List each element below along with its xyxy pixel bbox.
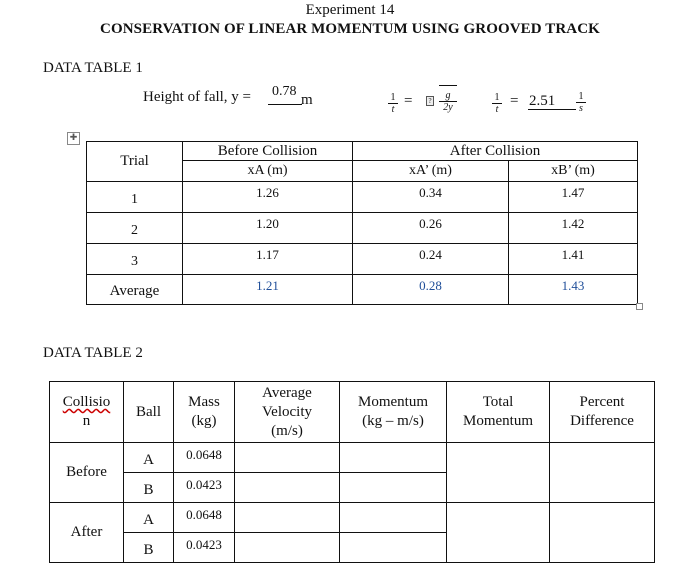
ball-cell[interactable]: B	[124, 533, 174, 563]
collision-before-label: Before	[50, 443, 124, 503]
height-of-fall-underline	[268, 104, 302, 105]
header-xa-text: xA (m)	[247, 163, 288, 178]
equals-sign-2: =	[510, 93, 519, 109]
avg-xb-prime-cell[interactable]: 1.43	[509, 275, 638, 305]
header-momentum-line-2: (kg – m/s)	[362, 413, 424, 429]
header-average-velocity	[235, 382, 340, 443]
xa-prime-cell[interactable]: 0.26	[353, 213, 509, 244]
table-row	[50, 503, 655, 533]
momentum-cell[interactable]	[340, 533, 447, 563]
trial-cell[interactable]: 1	[87, 182, 183, 213]
header-after-collision: After Collision	[353, 142, 638, 161]
avg-xa-prime-cell[interactable]: 0.28	[353, 275, 509, 305]
header-momentum	[340, 382, 447, 443]
collision-after-label: After	[50, 503, 124, 563]
height-of-fall-label: Height of fall, y =	[143, 89, 252, 105]
xa-cell[interactable]: 1.20	[183, 213, 353, 244]
data-table-2	[49, 381, 655, 563]
xa-prime-cell[interactable]: 0.24	[353, 244, 509, 275]
header-ball: Ball	[124, 382, 174, 443]
velocity-cell[interactable]	[235, 503, 340, 533]
total-momentum-cell[interactable]	[447, 443, 550, 503]
header-before-collision: Before Collision	[183, 142, 353, 161]
table-row	[87, 213, 638, 244]
data-table-1	[86, 141, 638, 305]
average-row	[87, 275, 638, 305]
mass-cell[interactable]: 0.0423	[174, 533, 235, 563]
fraction-one-over-t: $\frac{1}{t}$	[388, 92, 398, 115]
velocity-cell[interactable]	[235, 473, 340, 503]
header-total-momentum	[447, 382, 550, 443]
header-total-line-1: Total	[482, 394, 514, 410]
trial-cell[interactable]: 3	[87, 244, 183, 275]
header-xa	[183, 161, 353, 182]
header-percent-line-1: Percent	[579, 394, 625, 410]
table-resize-handle[interactable]	[636, 303, 643, 310]
xa-cell[interactable]: 1.17	[183, 244, 353, 275]
ball-cell[interactable]: A	[124, 443, 174, 473]
equals-sign: =	[404, 93, 413, 109]
percent-difference-cell[interactable]	[550, 503, 655, 563]
experiment-number: Experiment 14	[305, 2, 395, 18]
header-velocity-line-2: Velocity	[262, 403, 312, 420]
missing-glyph-icon: ?	[426, 96, 434, 106]
header-trial: Trial	[87, 142, 183, 182]
momentum-cell[interactable]	[340, 473, 447, 503]
table-row	[87, 182, 638, 213]
velocity-cell[interactable]	[235, 443, 340, 473]
xb-prime-cell[interactable]: 1.41	[509, 244, 638, 275]
data-table-1-title: DATA TABLE 1	[43, 60, 143, 76]
rate-underline	[528, 109, 576, 110]
header-mass-line-1: Mass	[188, 394, 220, 410]
height-of-fall-unit: m	[301, 92, 313, 108]
mass-cell[interactable]: 0.0423	[174, 473, 235, 503]
height-of-fall-value[interactable]: 0.78	[272, 84, 297, 99]
header-collision-line-1: Collisio	[62, 394, 111, 410]
mass-cell[interactable]: 0.0648	[174, 503, 235, 533]
avg-xa-cell[interactable]: 1.21	[183, 275, 353, 305]
percent-difference-cell[interactable]	[550, 443, 655, 503]
trial-cell[interactable]: 2	[87, 213, 183, 244]
ball-cell[interactable]: A	[124, 503, 174, 533]
ball-cell[interactable]: B	[124, 473, 174, 503]
header-xa-prime-text: xA’ (m)	[409, 163, 452, 178]
header-xb-prime-text: xB’ (m)	[551, 163, 595, 178]
header-mass	[174, 382, 235, 443]
table-move-handle-icon[interactable]: ✚	[67, 132, 80, 145]
header-collision-line-2: n	[82, 413, 91, 429]
header-xb-prime	[509, 161, 638, 182]
fraction-one-over-t-2: $\frac{1}{t}$	[492, 92, 502, 115]
table-row	[50, 443, 655, 473]
xb-prime-cell[interactable]: 1.42	[509, 213, 638, 244]
header-percent-line-2: Difference	[570, 413, 634, 429]
momentum-cell[interactable]	[340, 503, 447, 533]
document-title: CONSERVATION OF LINEAR MOMENTUM USING GROOVED TRACK	[100, 21, 600, 37]
data-table-2-title: DATA TABLE 2	[43, 345, 143, 361]
xb-prime-cell[interactable]: 1.47	[509, 182, 638, 213]
header-xa-prime	[353, 161, 509, 182]
header-mass-line-2: (kg)	[191, 413, 217, 429]
header-percent-difference	[550, 382, 655, 443]
average-label: Average	[87, 275, 183, 305]
xa-prime-cell[interactable]: 0.34	[353, 182, 509, 213]
mass-cell[interactable]: 0.0648	[174, 443, 235, 473]
header-velocity-line-1: Average	[262, 384, 312, 401]
momentum-cell[interactable]	[340, 443, 447, 473]
velocity-cell[interactable]	[235, 533, 340, 563]
square-root-bar	[439, 85, 457, 86]
xa-cell[interactable]: 1.26	[183, 182, 353, 213]
header-momentum-line-1: Momentum	[358, 394, 428, 410]
total-momentum-cell[interactable]	[447, 503, 550, 563]
header-collision	[50, 382, 124, 443]
header-total-line-2: Momentum	[463, 413, 533, 429]
fraction-g-over-2y: $\frac{g}{2y}$	[439, 90, 457, 113]
rate-value[interactable]: 2.51	[529, 93, 556, 109]
table-row	[87, 244, 638, 275]
fraction-one-over-s: $\frac{1}{s}$	[576, 91, 586, 114]
header-velocity-line-3: (m/s)	[271, 422, 303, 439]
